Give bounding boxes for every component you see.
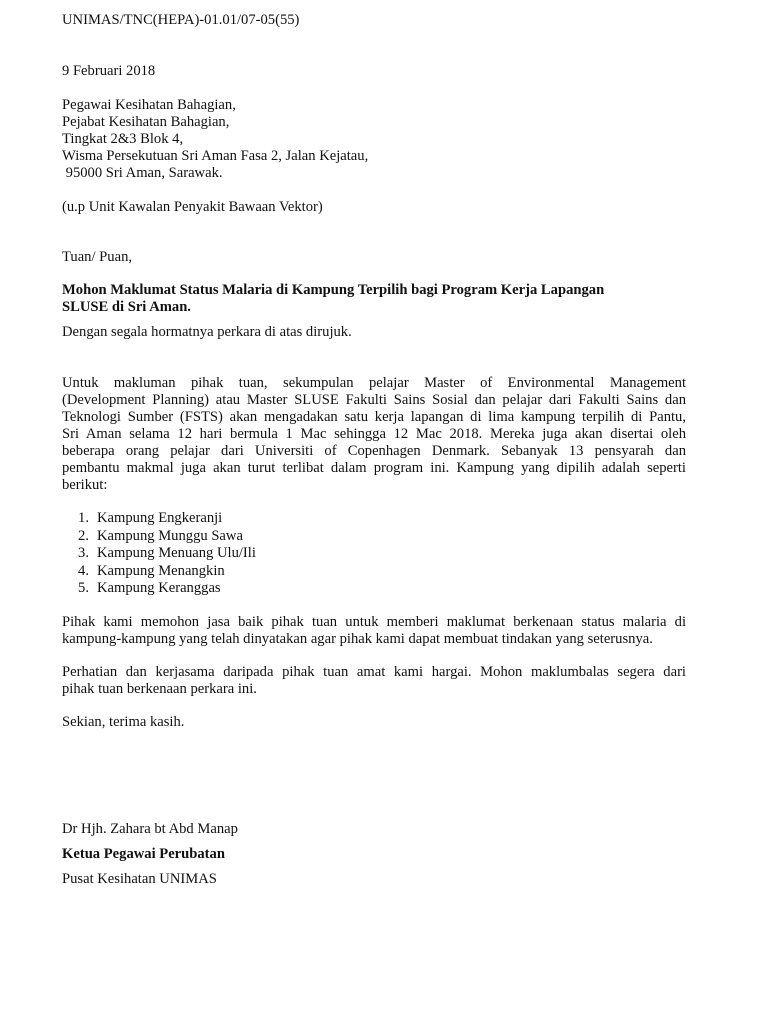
list-item	[62, 528, 686, 546]
recipient-address	[62, 97, 686, 182]
body-paragraph-3	[62, 664, 686, 698]
body-paragraph-1	[62, 375, 686, 494]
list-item	[62, 545, 686, 563]
list-number: 5.	[78, 580, 89, 596]
paragraph-line: pembantu makmal juga akan turut terlibat dalam program ini. Kampung yang dipilih adalah seperti	[62, 460, 686, 476]
reference-number: UNIMAS/TNC(HEPA)-01.01/07-05(55)	[62, 12, 300, 28]
address-line: Pejabat Kesihatan Bahagian,	[62, 114, 230, 130]
paragraph-line: Perhatian dan kerjasama daripada pihak tuan amat kami hargai. Mohon maklumbalas segera dari	[62, 663, 686, 680]
opening-sentence: Dengan segala hormatnya perkara di atas dirujuk.	[62, 324, 352, 340]
village-list	[62, 510, 686, 598]
attention-line: (u.p Unit Kawalan Penyakit Bawaan Vektor)	[62, 199, 323, 215]
salutation: Tuan/ Puan,	[62, 249, 133, 265]
village-name: Kampung Menuang Ulu/Ili	[97, 545, 256, 561]
letter-date: 9 Februari 2018	[62, 63, 156, 79]
list-item	[62, 563, 686, 581]
address-line: Tingkat 2&3 Blok 4,	[62, 131, 184, 147]
paragraph-line: beberapa orang pelajar dari Universiti of Copenhagen Denmark. Sebanyak 13 pensyarah dan	[62, 443, 686, 459]
paragraph-line: berikut:	[62, 477, 108, 493]
paragraph-line: (Development Planning) atau Master SLUSE Fakulti Sains Sosial dan pelajar dari Fakulti Sains dan	[62, 392, 686, 408]
signatory-name: Dr Hjh. Zahara bt Abd Manap	[62, 820, 238, 837]
list-item	[62, 580, 686, 598]
list-number: 2.	[78, 527, 89, 544]
village-name: Kampung Keranggas	[97, 580, 221, 596]
paragraph-line: Sri Aman selama 12 hari bermula 1 Mac sehingga 12 Mac 2018. Mereka juga akan disertai oleh	[62, 426, 686, 442]
paragraph-line: kampung-kampung yang telah dinyatakan agar pihak kami dapat membuat tindakan yang seterusnya.	[62, 630, 653, 647]
paragraph-line: Pihak kami memohon jasa baik pihak tuan untuk memberi maklumat berkenaan status malaria di	[62, 613, 686, 630]
village-name: Kampung Munggu Sawa	[97, 527, 243, 544]
village-name: Kampung Menangkin	[97, 562, 225, 579]
paragraph-line: Teknologi Sumber (FSTS) akan mengadakan satu kerja lapangan di lima kampung terpilih di Pantu,	[62, 409, 686, 425]
village-name: Kampung Engkeranji	[97, 510, 223, 526]
list-number: 1.	[78, 510, 89, 526]
list-number: 4.	[78, 562, 89, 579]
paragraph-line: pihak tuan berkenaan perkara ini.	[62, 680, 257, 697]
subject-line: SLUSE di Sri Aman.	[62, 299, 191, 315]
subject-heading	[62, 282, 686, 316]
address-line: 95000 Sri Aman, Sarawak.	[62, 165, 223, 181]
body-paragraph-2	[62, 614, 686, 648]
signatory-title: Ketua Pegawai Perubatan	[62, 845, 225, 862]
address-line: Wisma Persekutuan Sri Aman Fasa 2, Jalan Kejatau,	[62, 148, 369, 164]
list-item	[62, 510, 686, 528]
letter-page	[62, 12, 686, 888]
closing-remark: Sekian, terima kasih.	[62, 713, 185, 730]
subject-line: Mohon Maklumat Status Malaria di Kampung Terpilih bagi Program Kerja Lapangan	[62, 282, 605, 298]
signatory-organization: Pusat Kesihatan UNIMAS	[62, 870, 217, 887]
list-number: 3.	[78, 545, 89, 561]
address-line: Pegawai Kesihatan Bahagian,	[62, 97, 236, 113]
paragraph-line: Untuk makluman pihak tuan, sekumpulan pelajar Master of Environmental Management	[62, 375, 686, 391]
